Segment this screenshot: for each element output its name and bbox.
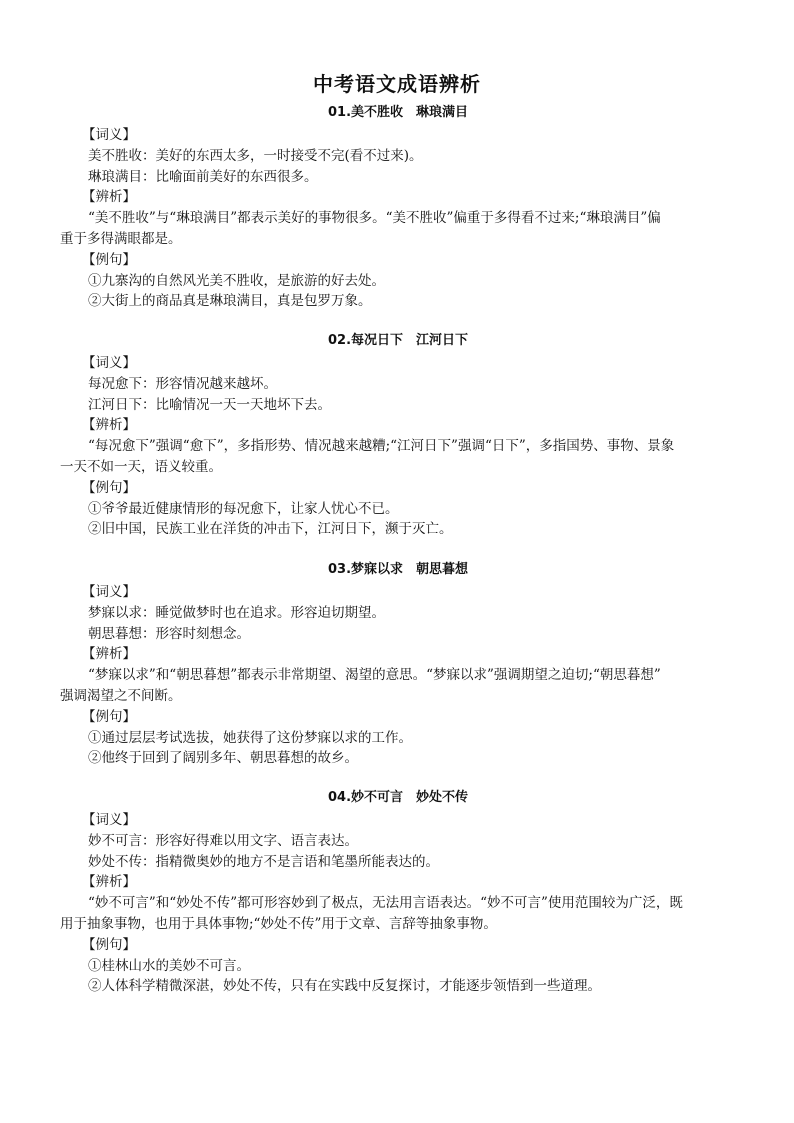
liju-line-1: ①通过层层考试选拔，她获得了这份梦寐以求的工作。 (88, 729, 412, 746)
idiom-section-02 (60, 331, 736, 540)
liju-label: 【例句】 (82, 708, 136, 725)
ciyi-label: 【词义】 (82, 127, 136, 143)
ciyi-label: 【词义】 (82, 584, 136, 600)
section-heading: 01.美不胜收 琳琅满目 (327, 105, 469, 120)
liju-label: 【例句】 (82, 251, 136, 268)
bianxi-line-2: 重于多得满眼都是。 (60, 230, 182, 247)
section-heading: 03.梦寐以求 朝思暮想 (327, 562, 469, 577)
ciyi-line-2: 琳琅满目：比喻面前美好的东西很多。 (88, 168, 318, 185)
liju-line-1: ①桂林山水的美妙不可言。 (88, 957, 250, 974)
bianxi-line-2: 强调渴望之不间断。 (60, 687, 182, 704)
ciyi-line-1: 梦寐以求：睡觉做梦时也在追求。形容迫切期望。 (88, 604, 385, 621)
ciyi-line-2: 江河日下：比喻情况一天一天地坏下去。 (88, 396, 331, 413)
bianxi-label: 【辨析】 (82, 417, 136, 434)
liju-line-1: ①爷爷最近健康情形的每况愈下，让家人忧心不已。 (88, 500, 399, 517)
idiom-section-03 (60, 560, 736, 769)
ciyi-line-1: 每况愈下：形容情况越来越坏。 (88, 375, 277, 392)
bianxi-label: 【辨析】 (82, 646, 136, 663)
page-title: 中考语文成语辨析 (313, 72, 481, 96)
liju-label: 【例句】 (82, 479, 136, 496)
liju-line-2: ②他终于回到了阔别多年、朝思暮想的故乡。 (88, 750, 358, 767)
bianxi-line-1: “妙不可言”和“妙处不传”都可形容妙到了极点，无法用言语表达。“妙不可言”使用范围较为广泛，既 (88, 895, 683, 912)
section-heading: 04.妙不可言 妙处不传 (327, 790, 469, 805)
bianxi-line-1: “每况愈下”强调“愈下”，多指形势、情况越来越糟;“江河日下”强调“日下”，多指国势、事物、景象 (88, 438, 675, 455)
bianxi-line-1: “美不胜收”与“琳琅满目”都表示美好的事物很多。“美不胜收”偏重于多得看不过来;“琳琅满目”偏 (88, 210, 661, 227)
bianxi-line-1: “梦寐以求”和“朝思暮想”都表示非常期望、渴望的意思。“梦寐以求”强调期望之迫切;“朝思暮想” (88, 667, 661, 684)
ciyi-label: 【词义】 (82, 812, 136, 828)
bianxi-line-2: 一天不如一天，语义较重。 (60, 458, 222, 475)
bianxi-label: 【辨析】 (82, 874, 136, 891)
ciyi-line-2: 妙处不传：指精微奥妙的地方不是言语和笔墨所能表达的。 (88, 853, 439, 870)
ciyi-line-1: 妙不可言：形容好得难以用文字、语言表达。 (88, 832, 358, 849)
idiom-section-04 (60, 788, 736, 997)
ciyi-line-2: 朝思暮想：形容时刻想念。 (88, 625, 250, 642)
bianxi-line-2: 用于抽象事物，也用于具体事物;“妙处不传”用于文章、言辞等抽象事物。 (60, 915, 497, 932)
liju-line-2: ②旧中国，民族工业在洋货的冲击下，江河日下，濒于灭亡。 (88, 521, 453, 538)
idiom-section-01 (60, 103, 736, 312)
section-heading: 02.每况日下 江河日下 (327, 333, 469, 348)
liju-label: 【例句】 (82, 936, 136, 953)
liju-line-2: ②人体科学精微深湛，妙处不传，只有在实践中反复探讨，才能逐步领悟到一些道理。 (88, 978, 601, 995)
bianxi-label: 【辨析】 (82, 189, 136, 206)
liju-line-1: ①九寨沟的自然风光美不胜收，是旅游的好去处。 (88, 272, 385, 289)
liju-line-2: ②大街上的商品真是琳琅满目，真是包罗万象。 (88, 293, 372, 310)
ciyi-label: 【词义】 (82, 355, 136, 371)
ciyi-line-1: 美不胜收：美好的东西太多，一时接受不完(看不过来)。 (88, 147, 423, 164)
